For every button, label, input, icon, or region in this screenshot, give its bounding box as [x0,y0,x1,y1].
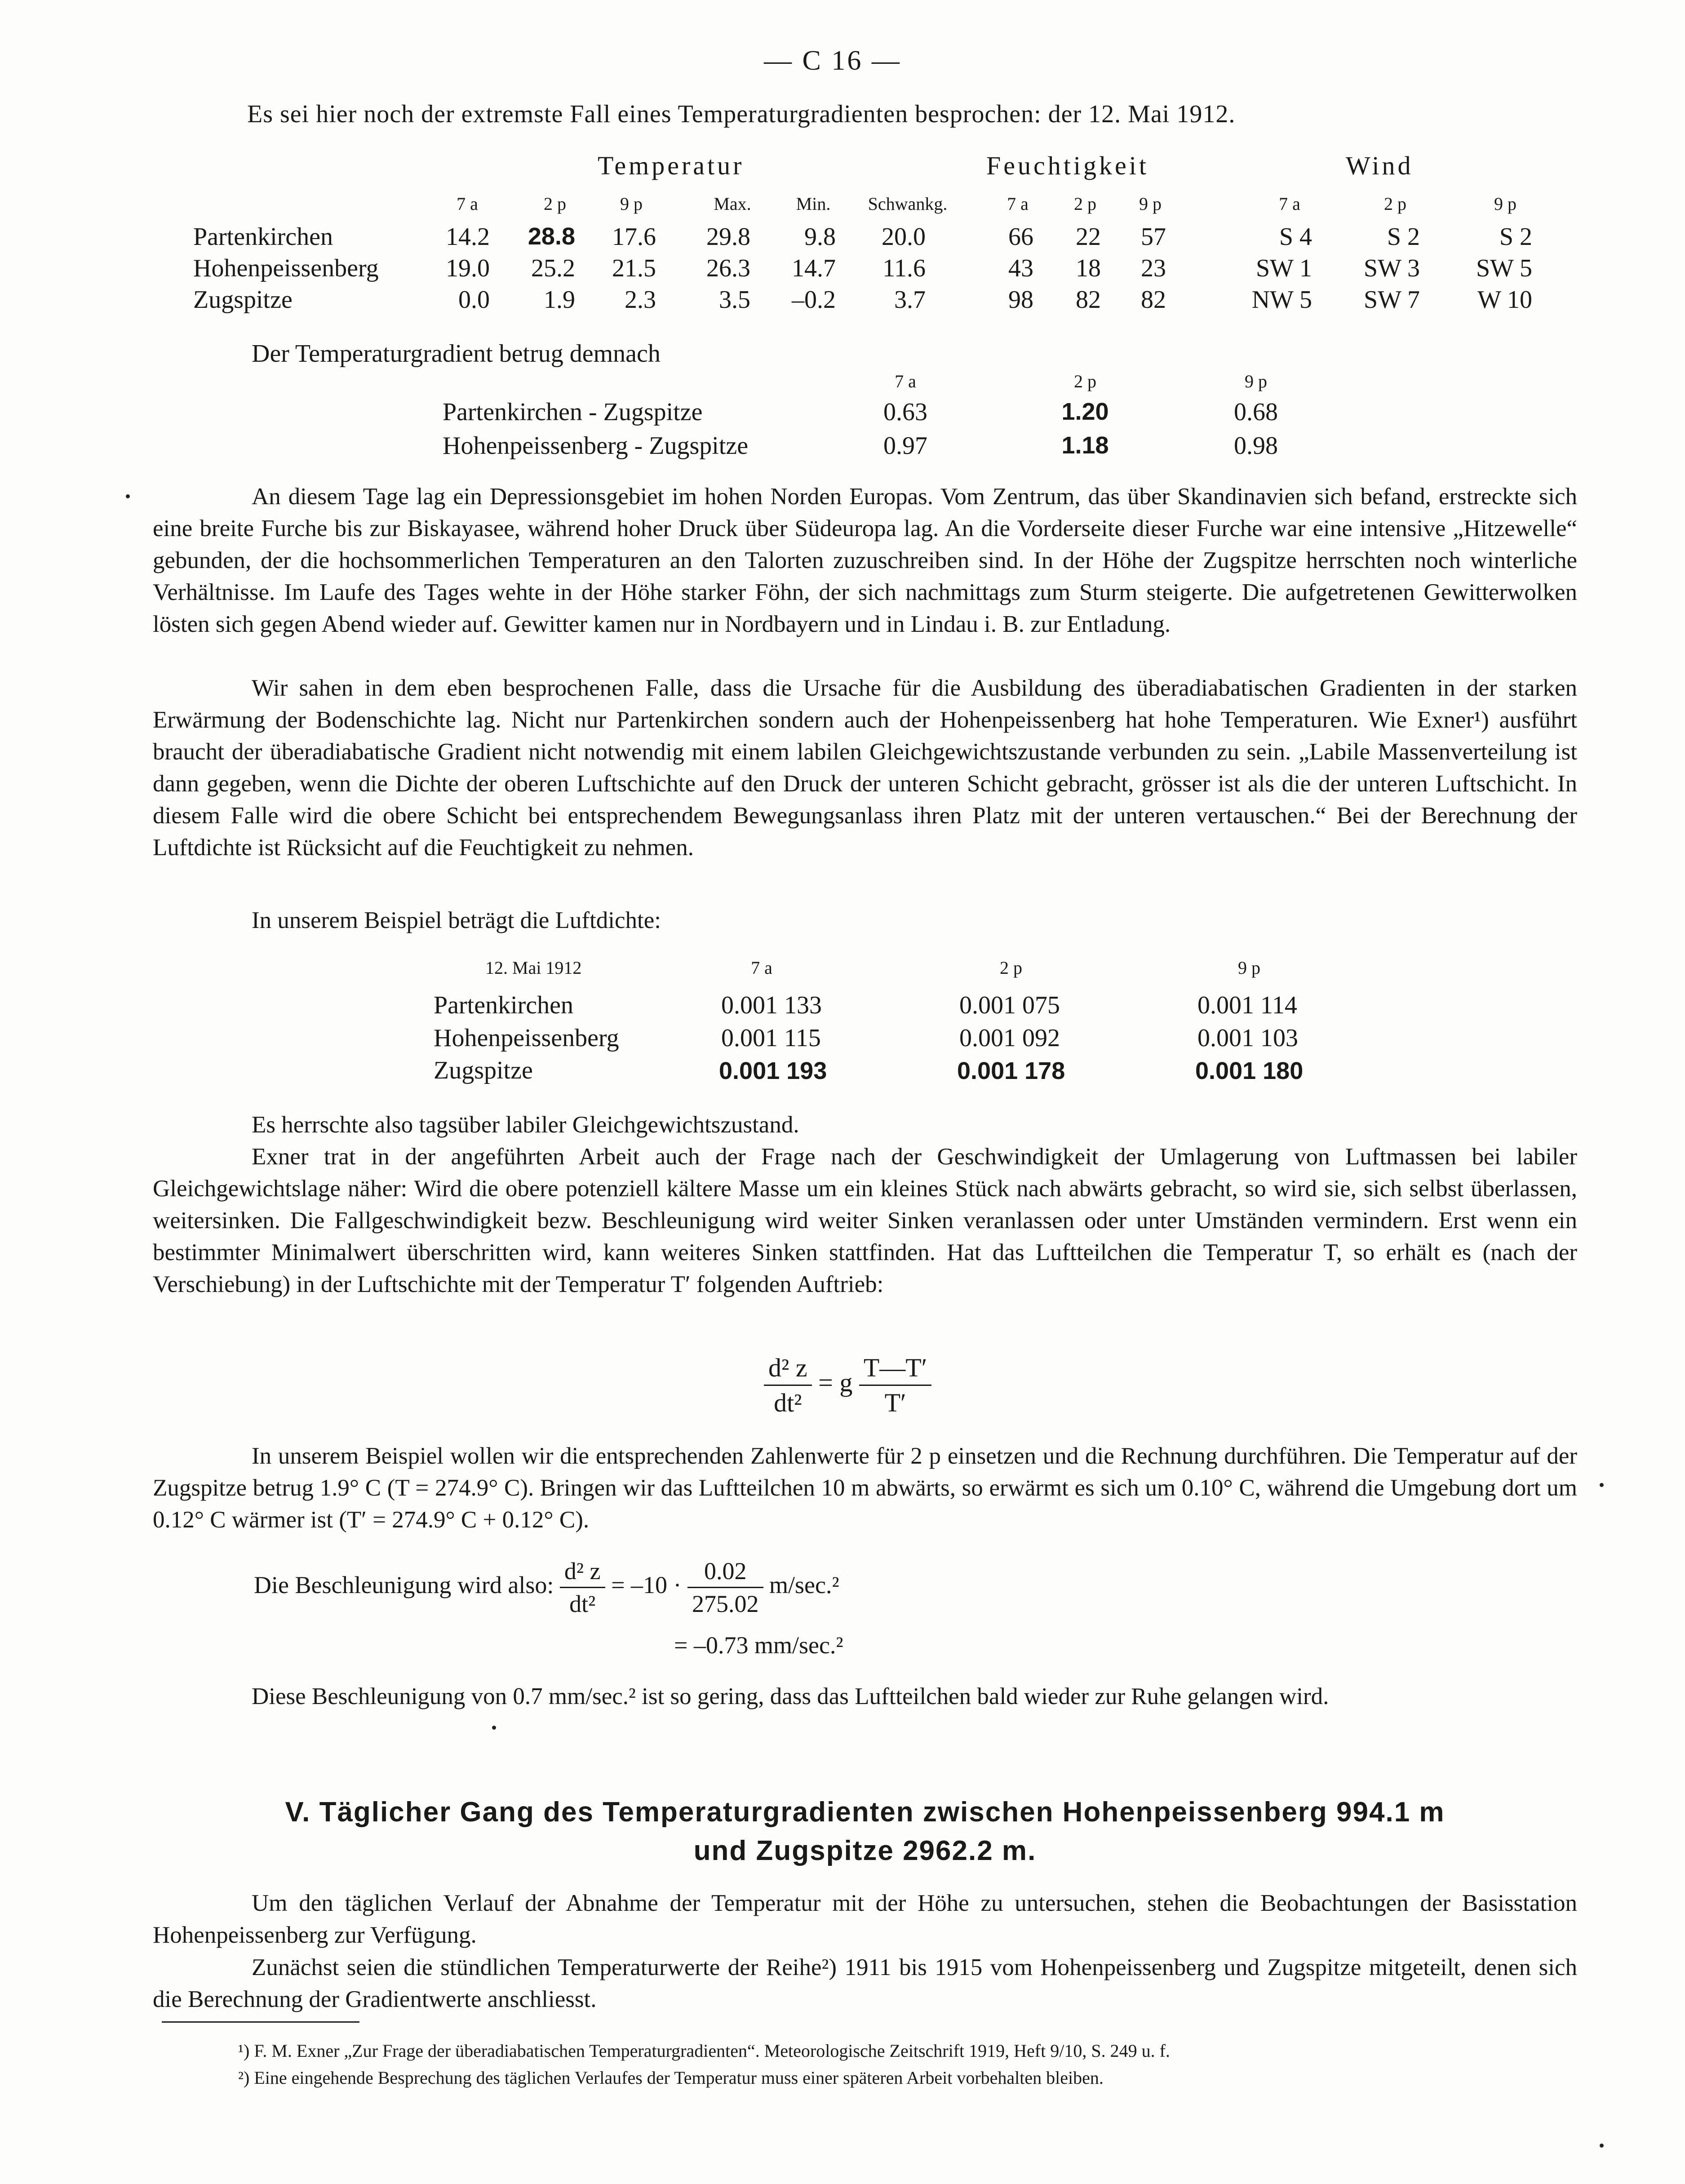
page-number: — C 16 — [764,45,901,76]
table-cell: 2.3 [625,286,656,314]
denominator: dt² [774,1388,802,1417]
paragraph-daily-course: Um den täglichen Verlauf der Abnahme der Temperatur mit der Höhe zu untersuchen, stehen die Beobachtungen der Basisstation Hohenpeissenberg zur Verfügung. [153,1890,1577,1948]
table-cell: 20.0 [882,223,926,251]
col-header: 7 a [1007,194,1029,214]
density-value-emphasis: 0.001 178 [957,1057,1065,1084]
footnote-2: ²) Eine eingehende Besprechung des täglichen Verlaufes der Temperatur muss einer späteren Arbeit vorbehalten bleiben. [238,2068,1104,2088]
intro-sentence: Es sei hier noch der extremste Fall eines Temperaturgradienten besprochen: der 12. Mai 1912. [247,100,1236,128]
footnote-rule [162,2021,359,2023]
table-cell-emphasis: 28.8 [528,223,575,250]
paragraph-conclusion: Diese Beschleunigung von 0.7 mm/sec.² ist so gering, dass das Luftteilchen bald wieder zur Ruhe gelangen wird. [252,1683,1329,1709]
table-cell: 57 [1141,223,1166,251]
table-cell: W 10 [1477,286,1532,314]
gradient-label: Partenkirchen - Zugspitze [443,398,703,426]
formula-label: Die Beschleunigung wird also: [254,1571,554,1598]
gradient-value-emphasis: 1.18 [1061,432,1109,459]
col-header: 2 p [544,194,566,214]
numerator: d² z [764,1353,812,1386]
section-heading [153,1793,1577,1870]
gradient-value-emphasis: 1.20 [1061,398,1109,425]
table-cell: SW 7 [1364,286,1420,314]
density-value: 0.001 133 [721,991,822,1019]
density-value-emphasis: 0.001 193 [719,1057,827,1084]
col-header: 7 a [457,194,478,214]
paragraph-density-intro: In unserem Beispiel beträgt die Luftdichte: [252,907,661,933]
table-cell: 21.5 [612,254,656,282]
buoyancy-formula [764,1353,931,1418]
equals-g: = g [818,1367,853,1397]
table-cell: 29.8 [706,223,750,251]
numerator: 0.02 [687,1557,763,1588]
col-header: Min. [796,194,831,214]
table-cell: 9.8 [804,223,836,251]
scan-speck [1600,1483,1604,1487]
col-header: 2 p [1074,194,1096,214]
col-header: Max. [714,194,751,214]
group-header-wind: Wind [1346,151,1414,180]
table-cell: 98 [1008,286,1033,314]
station-name: Partenkirchen [434,991,573,1019]
density-header-date: 12. Mai 1912 [485,958,582,978]
col-header: 9 p [620,194,643,214]
denominator: 275.02 [692,1590,759,1617]
table-cell: 0.0 [458,286,490,314]
station-name: Zugspitze [434,1056,533,1084]
col-header: 9 p [1245,371,1267,391]
fraction-d2z-dt2 [560,1557,605,1618]
table-cell: S 2 [1387,223,1420,251]
table-cell: 1.9 [544,286,575,314]
numerator: d² z [560,1557,605,1588]
table-cell: 66 [1008,223,1033,251]
paragraph-exner-explanation: Wir sahen in dem eben besprochenen Falle, dass die Ursache für die Ausbildung des überadiabatischen Gradienten in der starken Erwärmung der Bodenschichte lag. Nicht nur Partenkirchen sondern auch der Hohenpeissenberg hat hohe Temperaturen. Wie Exner¹) ausführt braucht der überadiabatische Gradient nicht notwendig mit einem labilen Gleichgewichtszustande verbunden zu sein. „Labile Massenverteilung ist dann gegeben, wenn die Dichte der oberen Luftschichte auf den Druck der unteren Schicht gebracht, grösser ist als die der unteren Luftschicht. In diesem Falle wird die obere Schicht bei entsprechendem Bewegungsanlass ihren Platz mit der unteren vertauschen.“ Bei der Berechnung der Luftdichte ist Rücksicht auf die Feuchtigkeit zu nehmen. [153,675,1577,861]
density-value: 0.001 114 [1197,991,1297,1019]
density-value: 0.001 075 [959,991,1060,1019]
col-header: 2 p [1074,371,1096,391]
density-value: 0.001 092 [959,1024,1060,1052]
acceleration-result: = –0.73 mm/sec.² [674,1632,843,1659]
table-cell: 14.7 [792,254,836,282]
table-cell: 3.7 [894,286,926,314]
section-title-line1: V. Täglicher Gang des Temperaturgradienten zwischen Hohenpeissenberg 994.1 m [285,1797,1445,1828]
scan-speck [492,1726,496,1730]
col-header: Schwankg. [868,194,948,214]
col-header: 9 p [1494,194,1516,214]
table-cell: 18 [1076,254,1101,282]
paragraph-example-calculation: In unserem Beispiel wollen wir die entsprechenden Zahlenwerte für 2 p einsetzen und die Rechnung durchführen. Die Temperatur auf der Zugspitze betrug 1.9° C (T = 274.9° C). Bringen wir das Luftteilchen 10 m abwärts, so erwärmt es sich um 0.10° C, während die Umgebung dort um 0.12° C wärmer ist (T′ = 274.9° C + 0.12° C). [153,1443,1577,1533]
col-header: 2 p [1000,958,1022,978]
gradient-label: Hohenpeissenberg - Zugspitze [443,432,749,460]
table-cell: NW 5 [1251,286,1312,314]
gradient-value: 0.97 [883,432,927,460]
table-cell: 25.2 [531,254,575,282]
station-name: Hohenpeissenberg [193,254,379,282]
col-header: 7 a [1279,194,1300,214]
table-cell: 11.6 [882,254,926,282]
fraction-values [687,1557,763,1618]
fraction-temperature [859,1353,932,1418]
table-cell: 22 [1076,223,1101,251]
gradient-intro: Der Temperaturgradient betrug demnach [252,340,661,368]
denominator: dt² [569,1590,596,1617]
group-header-temperatur: Temperatur [598,151,745,180]
col-header: 9 p [1139,194,1162,214]
table-cell: 17.6 [612,223,656,251]
col-header: 9 p [1238,958,1260,978]
table-cell: SW 3 [1364,254,1420,282]
table-cell: 3.5 [719,286,750,314]
group-header-feuchtigkeit: Feuchtigkeit [986,151,1149,180]
scan-speck [1600,2144,1604,2148]
table-cell: 82 [1141,286,1166,314]
col-header: 2 p [1384,194,1406,214]
gradient-value: 0.98 [1234,432,1278,460]
table-cell: 26.3 [706,254,750,282]
numerator: T—T′ [859,1353,932,1386]
paragraph-weather-situation: An diesem Tage lag ein Depressionsgebiet im hohen Norden Europas. Vom Zentrum, das über Skandinavien sich befand, erstreckte sich eine breite Furche bis zur Biskayasee, während hoher Druck über Südeuropa lag. An die Vorderseite dieser Furche war eine intensive „Hitzewelle“ gebunden, der die hochsommerlichen Temperaturen an den Talorten zuzuschreiben sind. In der Höhe der Zugspitze herrschten noch winterliche Verhältnisse. Im Laufe des Tages wehte in der Höhe starker Föhn, der sich nachmittags zum Sturm steigerte. Die aufgetretenen Gewitterwolken lösten sich gegen Abend wieder auf. Gewitter kamen nur in Nordbayern und in Lindau i. B. zur Entladung. [153,484,1577,637]
table-cell: 14.2 [446,223,490,251]
denominator: T′ [884,1388,906,1417]
table-cell: 19.0 [446,254,490,282]
station-name: Partenkirchen [193,223,333,251]
paragraph-hourly-values: Zunächst seien die stündlichen Temperaturwerte der Reihe²) 1911 bis 1915 vom Hohenpeissenberg und Zugspitze mitgeteilt, denen sich die Berechnung der Gradientwerte anschliesst. [153,1954,1577,2012]
table-cell: 23 [1141,254,1166,282]
unit: m/sec.² [769,1571,839,1598]
acceleration-formula [254,1557,839,1618]
station-name: Zugspitze [193,286,293,314]
station-name: Hohenpeissenberg [434,1024,619,1052]
density-value-emphasis: 0.001 180 [1195,1057,1304,1084]
fraction-d2z-dt2 [764,1353,812,1418]
equals-minus-ten: = –10 · [611,1571,682,1598]
paragraph-labile-state: Es herrschte also tagsüber labiler Gleichgewichtszustand. [252,1112,799,1138]
table-cell: 43 [1008,254,1033,282]
table-cell: SW 5 [1476,254,1532,282]
section-title-line2: und Zugspitze 2962.2 m. [693,1835,1037,1866]
gradient-value: 0.63 [883,398,927,426]
col-header: 7 a [751,958,772,978]
density-value: 0.001 103 [1197,1024,1298,1052]
table-cell: SW 1 [1256,254,1312,282]
paragraph-exner-velocity: Exner trat in der angeführten Arbeit auch der Frage nach der Geschwindigkeit der Umlagerung von Luftmassen bei labiler Gleichgewichtslage näher: Wird die obere potenziell kältere Masse um ein kleines Stück nach abwärts gebracht, so wird sie, sich selbst überlassen, weitersinken. Die Fallgeschwindigkeit bezw. Beschleunigung wird weiter Sinken veranlassen oder unter Umständen vermindern. Erst wenn ein bestimmter Minimalwert überschritten wird, kann weiteres Sinken stattfinden. Hat das Luftteilchen die Temperatur T, so erhält es (nach der Verschiebung) in der Luftschichte mit der Temperatur T′ folgenden Auftrieb: [153,1144,1577,1297]
gradient-value: 0.68 [1234,398,1278,426]
table-cell: –0.2 [792,286,836,314]
table-cell: S 2 [1499,223,1532,251]
table-cell: 82 [1076,286,1101,314]
footnote-1: ¹) F. M. Exner „Zur Frage der überadiabatischen Temperaturgradienten“. Meteorologische Zeitschrift 1919, Heft 9/10, S. 249 u. f. [238,2041,1170,2061]
table-cell: S 4 [1279,223,1312,251]
density-value: 0.001 115 [721,1024,821,1052]
col-header: 7 a [895,371,916,391]
scan-speck [126,494,130,498]
